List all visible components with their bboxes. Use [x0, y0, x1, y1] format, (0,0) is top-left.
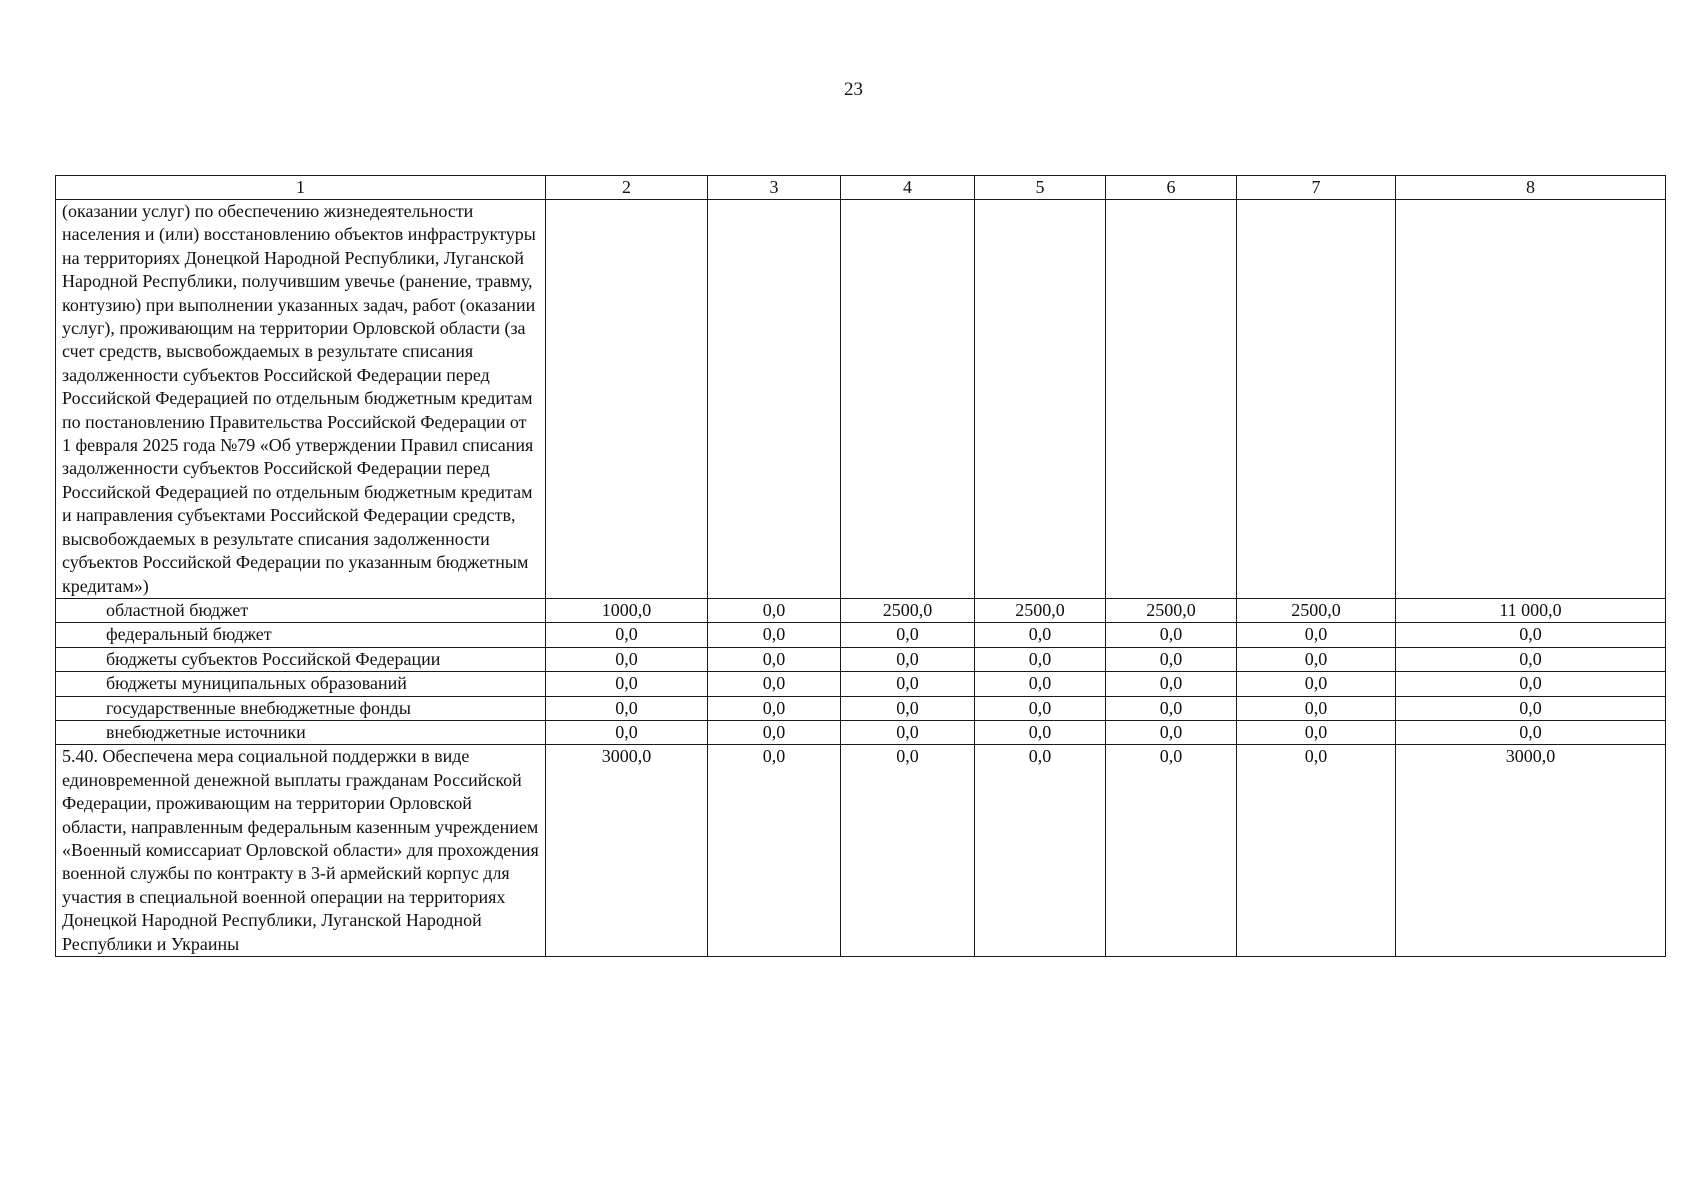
table-cell: 2500,0 [1106, 598, 1237, 622]
table-row-state-funds [56, 696, 1666, 720]
table-cell-empty [1396, 200, 1666, 599]
funding-source-label: бюджеты муниципальных образований [56, 672, 546, 696]
table-cell: 0,0 [708, 647, 841, 671]
table-cell: 0,0 [841, 623, 975, 647]
table-cell: 0,0 [546, 647, 708, 671]
table-cell: 0,0 [975, 647, 1106, 671]
table-cell-empty [1106, 200, 1237, 599]
table-cell-total: 0,0 [1396, 623, 1666, 647]
table-row-measure-5-40 [56, 745, 1666, 957]
column-header: 2 [546, 176, 708, 200]
table-cell: 0,0 [841, 672, 975, 696]
table-cell-empty [975, 200, 1106, 599]
table-header-row [56, 176, 1666, 200]
table-cell: 0,0 [1106, 696, 1237, 720]
table-cell: 0,0 [841, 647, 975, 671]
table-cell: 0,0 [1106, 672, 1237, 696]
funding-source-label: бюджеты субъектов Российской Федерации [56, 647, 546, 671]
table-cell-empty [708, 200, 841, 599]
measure-description: 5.40. Обеспечена мера социальной поддержки в виде единовременной денежной выплаты гражданам Российской Федерации, проживающим на территории Орловской области, направленным федеральным казенным учреждением «Военный комиссариат Орловской области» для прохождения военной службы по контракту в 3-й армейский корпус для участия в специальной военной операции на территориях Донецкой Народной Республики, Луганской Народной Республики и Украины [56, 745, 546, 957]
table-cell: 0,0 [1237, 696, 1396, 720]
table-cell-empty [546, 200, 708, 599]
column-header: 4 [841, 176, 975, 200]
table-cell-total: 11 000,0 [1396, 598, 1666, 622]
table-row-subject-budgets [56, 647, 1666, 671]
table-cell: 2500,0 [975, 598, 1106, 622]
table-cell: 0,0 [1237, 720, 1396, 744]
table-cell: 0,0 [708, 720, 841, 744]
table-cell: 0,0 [841, 745, 975, 957]
table-cell: 3000,0 [546, 745, 708, 957]
table-row-regional-budget [56, 598, 1666, 622]
table-cell: 0,0 [708, 598, 841, 622]
funding-source-label: федеральный бюджет [56, 623, 546, 647]
table-cell: 0,0 [1237, 672, 1396, 696]
table-cell: 0,0 [975, 745, 1106, 957]
table-cell: 0,0 [975, 696, 1106, 720]
table-cell-total: 0,0 [1396, 720, 1666, 744]
table-row-extra-budgetary [56, 720, 1666, 744]
funding-source-label: внебюджетные источники [56, 720, 546, 744]
column-header: 7 [1237, 176, 1396, 200]
table-cell-total: 0,0 [1396, 647, 1666, 671]
table-cell: 0,0 [975, 672, 1106, 696]
table-cell: 0,0 [975, 623, 1106, 647]
table-cell: 0,0 [1237, 623, 1396, 647]
table-cell: 0,0 [975, 720, 1106, 744]
table-row [56, 200, 1666, 599]
table-cell-total: 3000,0 [1396, 745, 1666, 957]
table-cell-total: 0,0 [1396, 696, 1666, 720]
table-cell-total: 0,0 [1396, 672, 1666, 696]
table-cell: 0,0 [708, 745, 841, 957]
table-cell: 2500,0 [1237, 598, 1396, 622]
page-number: 23 [844, 79, 863, 100]
table-cell: 0,0 [1237, 745, 1396, 957]
table-cell: 1000,0 [546, 598, 708, 622]
column-header: 5 [975, 176, 1106, 200]
table-cell: 0,0 [1106, 745, 1237, 957]
table-cell: 0,0 [841, 696, 975, 720]
table-cell: 0,0 [708, 623, 841, 647]
table-row-municipal-budgets [56, 672, 1666, 696]
column-header: 6 [1106, 176, 1237, 200]
table-cell: 0,0 [1106, 720, 1237, 744]
funding-source-label: областной бюджет [56, 598, 546, 622]
table-cell: 0,0 [546, 623, 708, 647]
table-cell: 0,0 [841, 720, 975, 744]
funding-source-label: государственные внебюджетные фонды [56, 696, 546, 720]
column-header: 1 [56, 176, 546, 200]
table-cell: 2500,0 [841, 598, 975, 622]
table-cell: 0,0 [1106, 647, 1237, 671]
column-header: 8 [1396, 176, 1666, 200]
table-cell: 0,0 [708, 672, 841, 696]
table-cell-empty [841, 200, 975, 599]
table-cell: 0,0 [708, 696, 841, 720]
table-cell: 0,0 [546, 672, 708, 696]
table-cell: 0,0 [1237, 647, 1396, 671]
table-cell: 0,0 [546, 720, 708, 744]
table-cell: 0,0 [1106, 623, 1237, 647]
budget-table [55, 175, 1666, 957]
column-header: 3 [708, 176, 841, 200]
table-cell: 0,0 [546, 696, 708, 720]
table-cell-empty [1237, 200, 1396, 599]
measure-description: (оказании услуг) по обеспечению жизнедеятельности населения и (или) восстановлению объектов инфраструктуры на территориях Донецкой Народной Республики, Луганской Народной Республики, получившим увечье (ранение, травму, контузию) при выполнении указанных задач, работ (оказании услуг), проживающим на территории Орловской области (за счет средств, высвобождаемых в результате списания задолженности субъектов Российской Федерации перед Российской Федерацией по отдельным бюджетным кредитам по постановлению Правительства Российской Федерации от 1 февраля 2025 года №79 «Об утверждении Правил списания задолженности субъектов Российской Федерации перед Российской Федерацией по отдельным бюджетным кредитам и направления субъектами Российской Федерации средств, высвобождаемых в результате списания задолженности субъектов Российской Федерации по указанным бюджетным кредитам») [56, 200, 546, 599]
table-row-federal-budget [56, 623, 1666, 647]
